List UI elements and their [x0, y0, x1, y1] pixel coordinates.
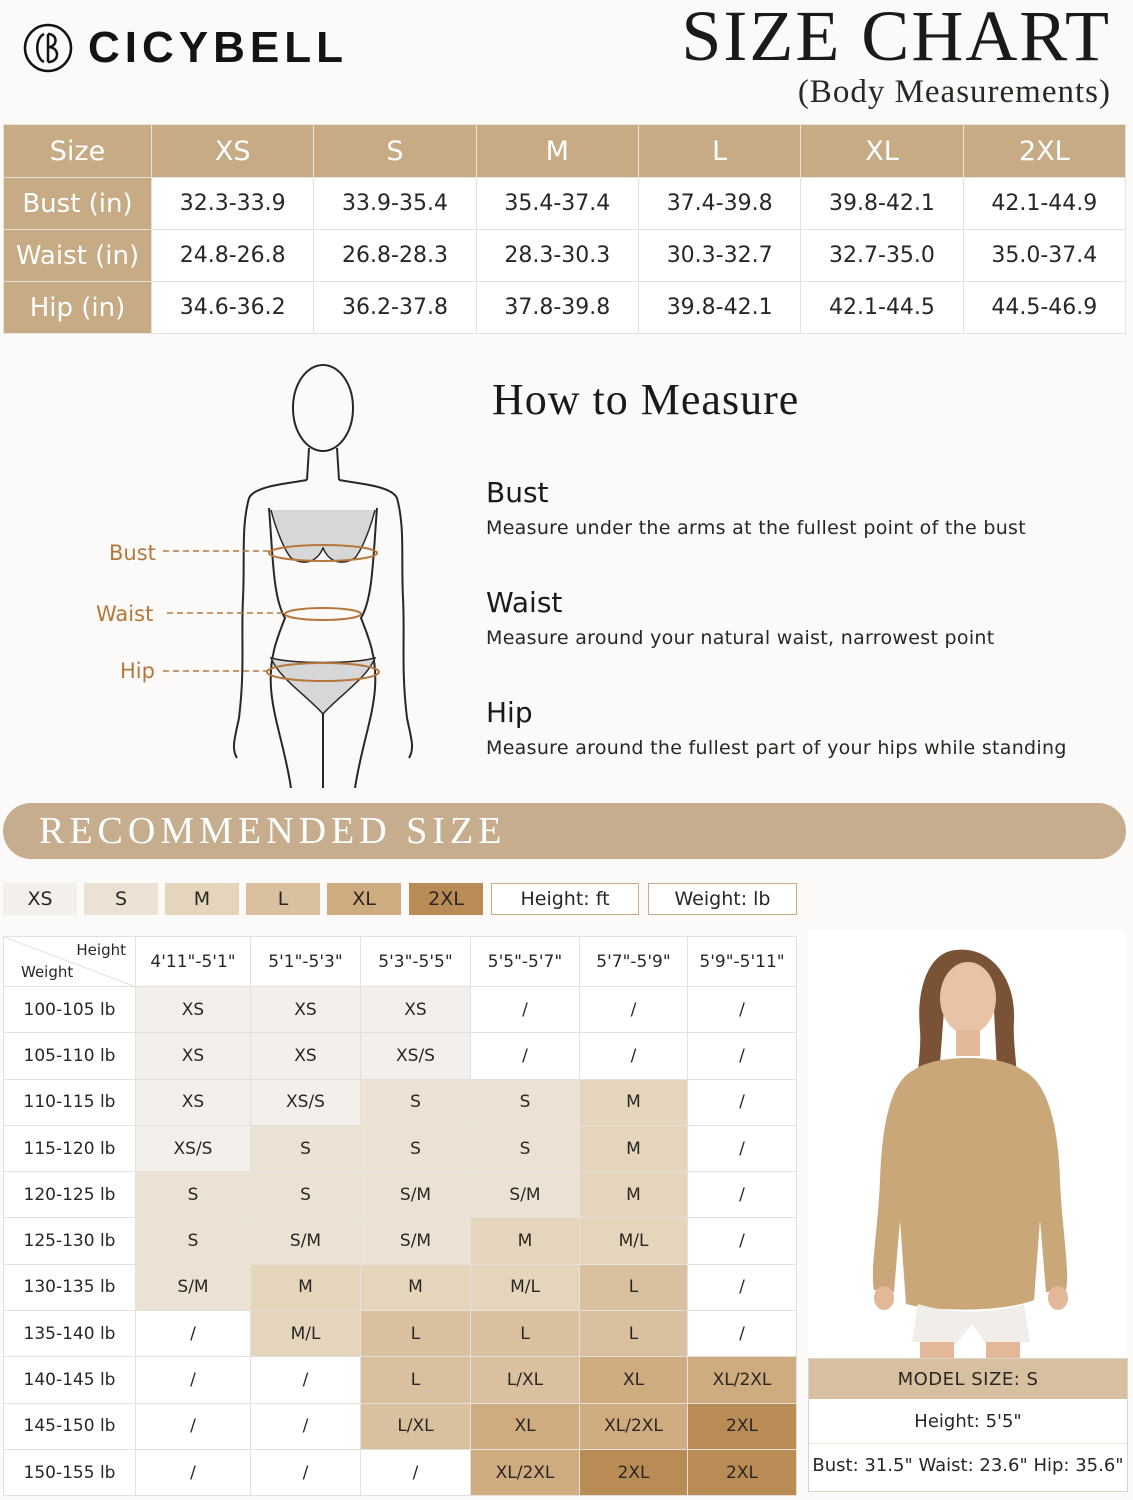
- row-label: Waist (in): [4, 230, 152, 282]
- recommended-size-body: [4, 987, 797, 1496]
- size-cell: /: [471, 987, 580, 1033]
- size-cell: XL: [471, 1403, 580, 1449]
- size-cell: /: [688, 1264, 797, 1310]
- header: [681, 0, 1111, 111]
- logo-emblem-icon: [22, 22, 74, 74]
- size-cell: M: [471, 1218, 580, 1264]
- size-cell: /: [251, 1403, 361, 1449]
- size-cell: /: [251, 1357, 361, 1403]
- weight-unit-legend: Weight: lb: [648, 883, 797, 915]
- size-cell: XS: [136, 1033, 251, 1079]
- instruction-text: Measure under the arms at the fullest point of the bust: [486, 517, 1027, 539]
- row-label: Hip (in): [4, 282, 152, 334]
- size-cell: M/L: [471, 1264, 580, 1310]
- legend-swatch-s: S: [84, 883, 158, 915]
- table-row: [4, 1264, 797, 1310]
- size-header: M: [476, 125, 638, 178]
- weight-label: 150-155 lb: [4, 1449, 136, 1495]
- table-row: [4, 1311, 797, 1357]
- model-measurements: Bust: 31.5" Waist: 23.6" Hip: 35.6": [809, 1443, 1127, 1487]
- instruction-heading: Hip: [486, 696, 533, 729]
- size-cell: S/M: [251, 1218, 361, 1264]
- how-to-measure-title: How to Measure: [492, 375, 800, 424]
- size-cell: XS: [136, 1079, 251, 1125]
- waist-instruction: [486, 586, 995, 649]
- height-unit-legend: Height: ft: [491, 883, 639, 915]
- size-cell: /: [471, 1033, 580, 1079]
- size-header: L: [638, 125, 800, 178]
- body-measurement-table: [3, 124, 1126, 334]
- size-cell: XS/S: [251, 1079, 361, 1125]
- size-cell: S/M: [471, 1172, 580, 1218]
- table-row: [4, 1125, 797, 1171]
- size-cell: S: [471, 1125, 580, 1171]
- table-row: [4, 1033, 797, 1079]
- table-cell: 28.3-30.3: [476, 230, 638, 282]
- size-cell: 2XL: [688, 1403, 797, 1449]
- height-header: 5'7"-5'9": [580, 937, 688, 987]
- size-cell: L: [580, 1311, 688, 1357]
- size-cell: /: [580, 1033, 688, 1079]
- table-row: [4, 1172, 797, 1218]
- table-cell: 34.6-36.2: [152, 282, 314, 334]
- table-row: [4, 1079, 797, 1125]
- model-info-box: [808, 1358, 1128, 1492]
- size-cell: S: [471, 1079, 580, 1125]
- legend-swatch-m: M: [165, 883, 239, 915]
- legend-swatch-2xl: 2XL: [409, 883, 483, 915]
- recommended-size-banner: [3, 803, 1126, 859]
- size-cell: L: [361, 1357, 471, 1403]
- size-cell: XS: [361, 987, 471, 1033]
- size-cell: L/XL: [471, 1357, 580, 1403]
- size-cell: S: [251, 1172, 361, 1218]
- corner-weight-label: Weight: [21, 963, 74, 981]
- waist-row: [4, 230, 1126, 282]
- size-cell: /: [688, 987, 797, 1033]
- size-cell: M: [580, 1125, 688, 1171]
- brand-name: CICYBELL: [88, 23, 348, 72]
- table-cell: 44.5-46.9: [963, 282, 1125, 334]
- size-cell: S: [251, 1125, 361, 1171]
- size-header-corner: Size: [4, 125, 152, 178]
- table-row: [4, 1449, 797, 1495]
- recommended-size-table: [3, 936, 797, 1496]
- size-cell: XS/S: [136, 1125, 251, 1171]
- weight-label: 110-115 lb: [4, 1079, 136, 1125]
- size-cell: XL/2XL: [471, 1449, 580, 1495]
- size-header: XL: [801, 125, 963, 178]
- size-cell: XS: [251, 987, 361, 1033]
- size-cell: XS: [251, 1033, 361, 1079]
- size-cell: /: [688, 1218, 797, 1264]
- size-cell: M: [361, 1264, 471, 1310]
- waist-figure-label: Waist: [96, 602, 154, 626]
- size-cell: S: [136, 1172, 251, 1218]
- size-cell: /: [136, 1311, 251, 1357]
- size-header-row: [4, 125, 1126, 178]
- hip-instruction: [486, 696, 1067, 759]
- table-cell: 30.3-32.7: [638, 230, 800, 282]
- size-header: 2XL: [963, 125, 1125, 178]
- table-cell: 37.8-39.8: [476, 282, 638, 334]
- size-cell: /: [136, 1357, 251, 1403]
- size-header: XS: [152, 125, 314, 178]
- brand-logo: [22, 22, 348, 74]
- corner-height-label: Height: [76, 941, 126, 959]
- page-title: SIZE CHART: [681, 0, 1111, 76]
- size-cell: M: [251, 1264, 361, 1310]
- size-header: S: [314, 125, 476, 178]
- table-corner: [4, 937, 136, 987]
- body-figure-illustration: [95, 358, 435, 788]
- size-cell: L: [361, 1311, 471, 1357]
- weight-label: 125-130 lb: [4, 1218, 136, 1264]
- hip-row: [4, 282, 1126, 334]
- height-header: 5'1"-5'3": [251, 937, 361, 987]
- size-cell: /: [136, 1449, 251, 1495]
- legend-swatch-xl: XL: [327, 883, 401, 915]
- model-photo: [808, 930, 1126, 1360]
- size-cell: /: [688, 1172, 797, 1218]
- table-row: [4, 1218, 797, 1264]
- size-cell: S/M: [361, 1172, 471, 1218]
- weight-label: 115-120 lb: [4, 1125, 136, 1171]
- size-cell: M/L: [580, 1218, 688, 1264]
- page-subtitle: (Body Measurements): [797, 74, 1111, 110]
- size-cell: S: [361, 1079, 471, 1125]
- height-header: 5'9"-5'11": [688, 937, 797, 987]
- table-cell: 32.3-33.9: [152, 178, 314, 230]
- size-cell: XS/S: [361, 1033, 471, 1079]
- size-cell: 2XL: [580, 1449, 688, 1495]
- row-label: Bust (in): [4, 178, 152, 230]
- table-cell: 39.8-42.1: [638, 282, 800, 334]
- table-cell: 35.0-37.4: [963, 230, 1125, 282]
- weight-label: 105-110 lb: [4, 1033, 136, 1079]
- table-cell: 32.7-35.0: [801, 230, 963, 282]
- table-row: [4, 1357, 797, 1403]
- size-cell: /: [580, 987, 688, 1033]
- table-cell: 39.8-42.1: [801, 178, 963, 230]
- size-cell: XS: [136, 987, 251, 1033]
- size-cell: /: [688, 1079, 797, 1125]
- size-cell: /: [361, 1449, 471, 1495]
- model-size: MODEL SIZE: S: [809, 1359, 1127, 1399]
- height-header-row: [4, 937, 797, 987]
- height-header: 4'11"-5'1": [136, 937, 251, 987]
- weight-label: 130-135 lb: [4, 1264, 136, 1310]
- size-cell: XL/2XL: [688, 1357, 797, 1403]
- table-cell: 35.4-37.4: [476, 178, 638, 230]
- instruction-heading: Waist: [486, 586, 563, 619]
- size-cell: L: [471, 1311, 580, 1357]
- model-height: Height: 5'5": [914, 1410, 1022, 1432]
- size-cell: /: [251, 1449, 361, 1495]
- table-cell: 26.8-28.3: [314, 230, 476, 282]
- size-cell: /: [688, 1125, 797, 1171]
- weight-label: 135-140 lb: [4, 1311, 136, 1357]
- instruction-text: Measure around your natural waist, narrowest point: [486, 627, 995, 649]
- weight-label: 120-125 lb: [4, 1172, 136, 1218]
- table-cell: 42.1-44.5: [801, 282, 963, 334]
- size-cell: S: [361, 1125, 471, 1171]
- size-cell: L: [580, 1264, 688, 1310]
- size-cell: L/XL: [361, 1403, 471, 1449]
- size-cell: XL/2XL: [580, 1403, 688, 1449]
- legend-swatch-xs: XS: [3, 883, 77, 915]
- legend-swatch-l: L: [246, 883, 320, 915]
- weight-label: 100-105 lb: [4, 987, 136, 1033]
- table-cell: 36.2-37.8: [314, 282, 476, 334]
- height-header: 5'3"-5'5": [361, 937, 471, 987]
- bust-row: [4, 178, 1126, 230]
- height-header: 5'5"-5'7": [471, 937, 580, 987]
- size-cell: M: [580, 1079, 688, 1125]
- size-cell: S/M: [361, 1218, 471, 1264]
- table-row: [4, 1403, 797, 1449]
- size-cell: M/L: [251, 1311, 361, 1357]
- table-cell: 33.9-35.4: [314, 178, 476, 230]
- table-row: [4, 987, 797, 1033]
- size-cell: /: [688, 1033, 797, 1079]
- weight-label: 140-145 lb: [4, 1357, 136, 1403]
- size-cell: M: [580, 1172, 688, 1218]
- size-cell: S/M: [136, 1264, 251, 1310]
- hip-figure-label: Hip: [120, 659, 155, 683]
- size-cell: /: [688, 1311, 797, 1357]
- size-cell: /: [136, 1403, 251, 1449]
- weight-label: 145-150 lb: [4, 1403, 136, 1449]
- bust-instruction: [486, 476, 1026, 539]
- instruction-heading: Bust: [486, 476, 549, 509]
- table-cell: 37.4-39.8: [638, 178, 800, 230]
- size-cell: 2XL: [688, 1449, 797, 1495]
- recommended-size-title: RECOMMENDED SIZE: [39, 810, 507, 852]
- size-cell: S: [136, 1218, 251, 1264]
- instruction-text: Measure around the fullest part of your hips while standing: [486, 737, 1067, 759]
- size-cell: XL: [580, 1357, 688, 1403]
- table-cell: 24.8-26.8: [152, 230, 314, 282]
- bust-figure-label: Bust: [109, 541, 156, 565]
- table-cell: 42.1-44.9: [963, 178, 1125, 230]
